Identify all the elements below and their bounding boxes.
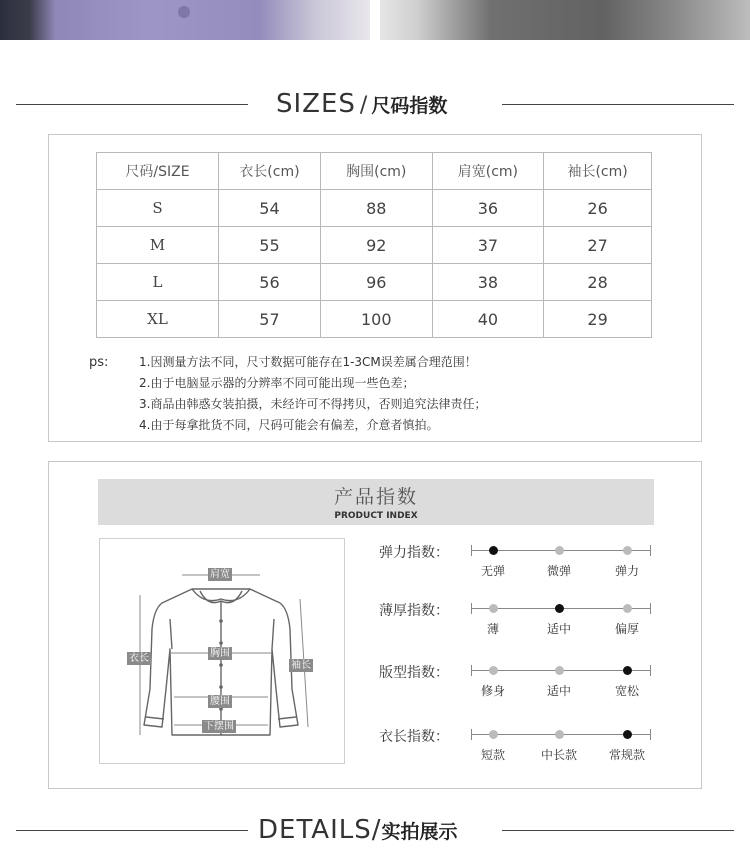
cell-value: 26 (544, 190, 652, 227)
title-line-left (16, 104, 248, 105)
cell-value: 36 (432, 190, 544, 227)
metric-row (379, 726, 709, 766)
cell-value: 29 (544, 301, 652, 338)
details-section-title (0, 814, 750, 846)
button-detail (178, 6, 190, 18)
metric-option: 无弹 (480, 564, 506, 578)
cell-size: L (97, 264, 219, 301)
sizes-section-title: SIZES / 尺码指数 (0, 88, 750, 120)
cell-value: 55 (218, 227, 320, 264)
note-item: 3.商品由韩惑女装拍摄，未经许可不得拷贝，否则追究法律责任； (139, 397, 487, 411)
cell-value: 27 (544, 227, 652, 264)
cell-size: XL (97, 301, 219, 338)
scale-tick (650, 545, 651, 556)
sizes-title-en: SIZES (276, 89, 356, 119)
metric-option: 中长款 (540, 748, 578, 762)
metric-option: 偏厚 (614, 622, 640, 636)
product-index-panel (48, 461, 702, 789)
cell-value: 100 (320, 301, 432, 338)
metric-option: 修身 (480, 684, 506, 698)
metric-row (379, 542, 709, 582)
column-header: 肩宽(cm) (432, 153, 544, 190)
column-header: 胸围(cm) (320, 153, 432, 190)
selected-dot-icon (555, 604, 564, 613)
metric-row (379, 600, 709, 640)
label-chest: 胸围 (210, 648, 230, 659)
selected-dot-icon (489, 546, 498, 555)
metric-row (379, 662, 709, 702)
product-index-title-en: PRODUCT INDEX (334, 511, 418, 521)
selected-dot-icon (623, 666, 632, 675)
cell-value: 96 (320, 264, 432, 301)
label-waist: 腰围 (210, 696, 230, 707)
dot-icon (555, 730, 564, 739)
cell-size: M (97, 227, 219, 264)
table-row (97, 190, 652, 227)
size-table (96, 152, 652, 338)
selected-dot-icon (623, 730, 632, 739)
metric-name: 衣长指数： (379, 729, 449, 745)
notes-list (139, 352, 599, 436)
dot-icon (555, 546, 564, 555)
size-chart-panel (48, 134, 702, 442)
product-index-banner (98, 479, 654, 525)
label-sleeve: 袖长 (291, 660, 311, 671)
dot-icon (489, 604, 498, 613)
metric-scale (471, 670, 651, 698)
cell-value: 88 (320, 190, 432, 227)
metric-option: 弹力 (614, 564, 640, 578)
metric-name: 弹力指数： (379, 545, 449, 561)
cell-value: 92 (320, 227, 432, 264)
metric-option: 常规款 (608, 748, 646, 762)
product-photo-right (380, 0, 750, 40)
details-title-zh: 实拍展示 (381, 821, 458, 843)
title-line-left (16, 830, 248, 831)
measurement-diagram (99, 538, 345, 764)
label-hem: 下摆围 (204, 721, 234, 732)
cell-value: 38 (432, 264, 544, 301)
title-line-right (502, 830, 734, 831)
note-item: 2.由于电脑显示器的分辨率不同可能出现一些色差； (139, 376, 415, 390)
title-line-right (502, 104, 734, 105)
sizes-title-zh: 尺码指数 (371, 95, 448, 117)
metric-option: 适中 (546, 622, 572, 636)
notes-label: ps: (89, 355, 109, 370)
metric-name: 薄厚指数： (379, 603, 449, 619)
scale-tick (650, 729, 651, 740)
table-row (97, 227, 652, 264)
scale-tick (650, 603, 651, 614)
metric-scale (471, 608, 651, 636)
cell-size: S (97, 190, 219, 227)
table-row (97, 301, 652, 338)
dot-icon (623, 546, 632, 555)
metric-option: 微弹 (546, 564, 572, 578)
scale-tick (650, 665, 651, 676)
dot-icon (489, 666, 498, 675)
metric-scale (471, 550, 651, 578)
column-header: 衣长(cm) (218, 153, 320, 190)
column-header: 尺码/SIZE (97, 153, 219, 190)
scale-tick (471, 545, 472, 556)
label-length: 衣长 (129, 653, 149, 664)
note-item: 4.由于每拿批货不同，尺码可能会有偏差，介意者慎拍。 (139, 418, 439, 432)
cell-value: 57 (218, 301, 320, 338)
metric-option: 适中 (546, 684, 572, 698)
scale-tick (471, 665, 472, 676)
scale-tick (471, 729, 472, 740)
metric-name: 版型指数： (379, 665, 449, 681)
product-photo-left (0, 0, 370, 40)
top-photos (0, 0, 750, 40)
column-header: 袖长(cm) (544, 153, 652, 190)
metric-option: 薄 (486, 622, 500, 636)
note-item: 1.因测量方法不同，尺寸数据可能存在1-3CM误差属合理范围！ (139, 355, 477, 369)
cell-value: 54 (218, 190, 320, 227)
scale-tick (471, 603, 472, 614)
metric-option: 短款 (480, 748, 506, 762)
label-shoulder: 肩宽 (210, 569, 230, 580)
metric-option: 宽松 (614, 684, 640, 698)
table-header-row (97, 153, 652, 190)
cell-value: 28 (544, 264, 652, 301)
table-row (97, 264, 652, 301)
dot-icon (623, 604, 632, 613)
cell-value: 40 (432, 301, 544, 338)
dot-icon (555, 666, 564, 675)
dot-icon (489, 730, 498, 739)
product-index-title-zh: 产品指数 (333, 486, 418, 508)
cell-value: 56 (218, 264, 320, 301)
details-title-en: DETAILS/ (258, 815, 382, 845)
metric-scale (471, 734, 651, 762)
cell-value: 37 (432, 227, 544, 264)
